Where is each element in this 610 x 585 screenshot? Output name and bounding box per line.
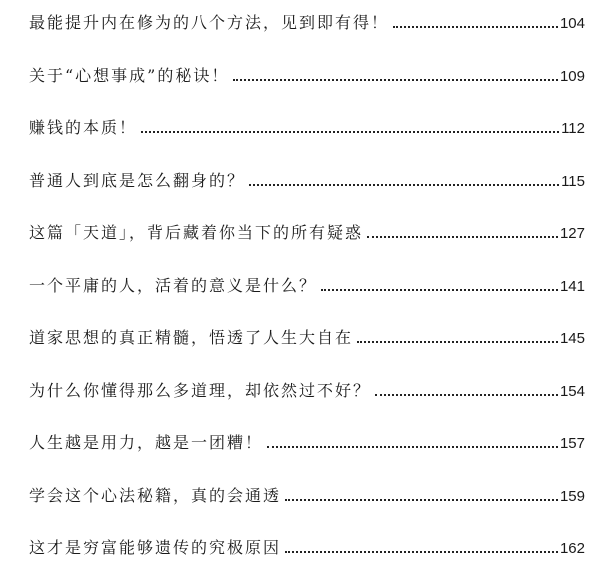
toc-entry-title: 普通人到底是怎么翻身的？ [29,170,246,190]
toc-entry-page: 112 [561,120,585,137]
toc-entry-page: 104 [559,15,585,32]
toc-entry-page: 157 [559,435,585,452]
dot-leader [233,79,558,81]
toc-entry-page: 145 [559,330,585,347]
toc-entry-title: 这才是穷富能够遗传的究极原因 [29,538,282,557]
dot-leader [357,341,558,343]
toc-entry[interactable] [29,7,585,60]
toc-entry-page: 159 [559,487,585,505]
toc-entry-page: 141 [559,277,585,295]
toc-entry[interactable] [29,270,585,323]
dot-leader [321,289,558,291]
toc-entry-page: 115 [561,172,585,190]
dot-leader [393,26,558,28]
dot-leader [249,184,559,186]
table-of-contents [29,7,585,585]
toc-entry[interactable] [29,375,585,428]
dot-leader [141,131,559,133]
toc-entry-title: 赚钱的本质！ [29,118,138,137]
toc-entry[interactable] [29,165,585,218]
toc-entry[interactable] [29,112,585,165]
toc-entry-title: 这篇「天道」，背后藏着你当下的所有疑惑 [29,223,364,242]
toc-entry-title: 学会这个心法秘籍，真的会通透 [29,485,282,505]
toc-entry[interactable] [29,427,585,480]
toc-entry[interactable] [29,480,585,533]
toc-entry-page: 109 [559,67,585,85]
toc-entry-page: 127 [559,225,585,242]
toc-entry-title: 一个平庸的人，活着的意义是什么？ [29,275,318,295]
toc-entry[interactable] [29,217,585,270]
toc-entry-title: 人生越是用力，越是一团糟！ [29,433,264,452]
toc-entry[interactable] [29,60,585,113]
toc-entry-title: 最能提升内在修为的八个方法，见到即有得！ [29,13,390,32]
toc-entry-title: 关于“心想事成”的秘诀！ [29,65,230,85]
toc-entry[interactable] [29,322,585,375]
toc-entry-page: 154 [559,382,585,400]
toc-entry-page: 162 [559,540,585,557]
dot-leader [267,446,558,448]
dot-leader [367,236,558,238]
dot-leader [285,551,558,553]
toc-entry[interactable] [29,532,585,585]
toc-entry-title: 道家思想的真正精髓，悟透了人生大自在 [29,328,354,347]
toc-entry-title: 为什么你懂得那么多道理，却依然过不好？ [29,380,372,400]
dot-leader [375,394,558,396]
dot-leader [285,499,558,501]
